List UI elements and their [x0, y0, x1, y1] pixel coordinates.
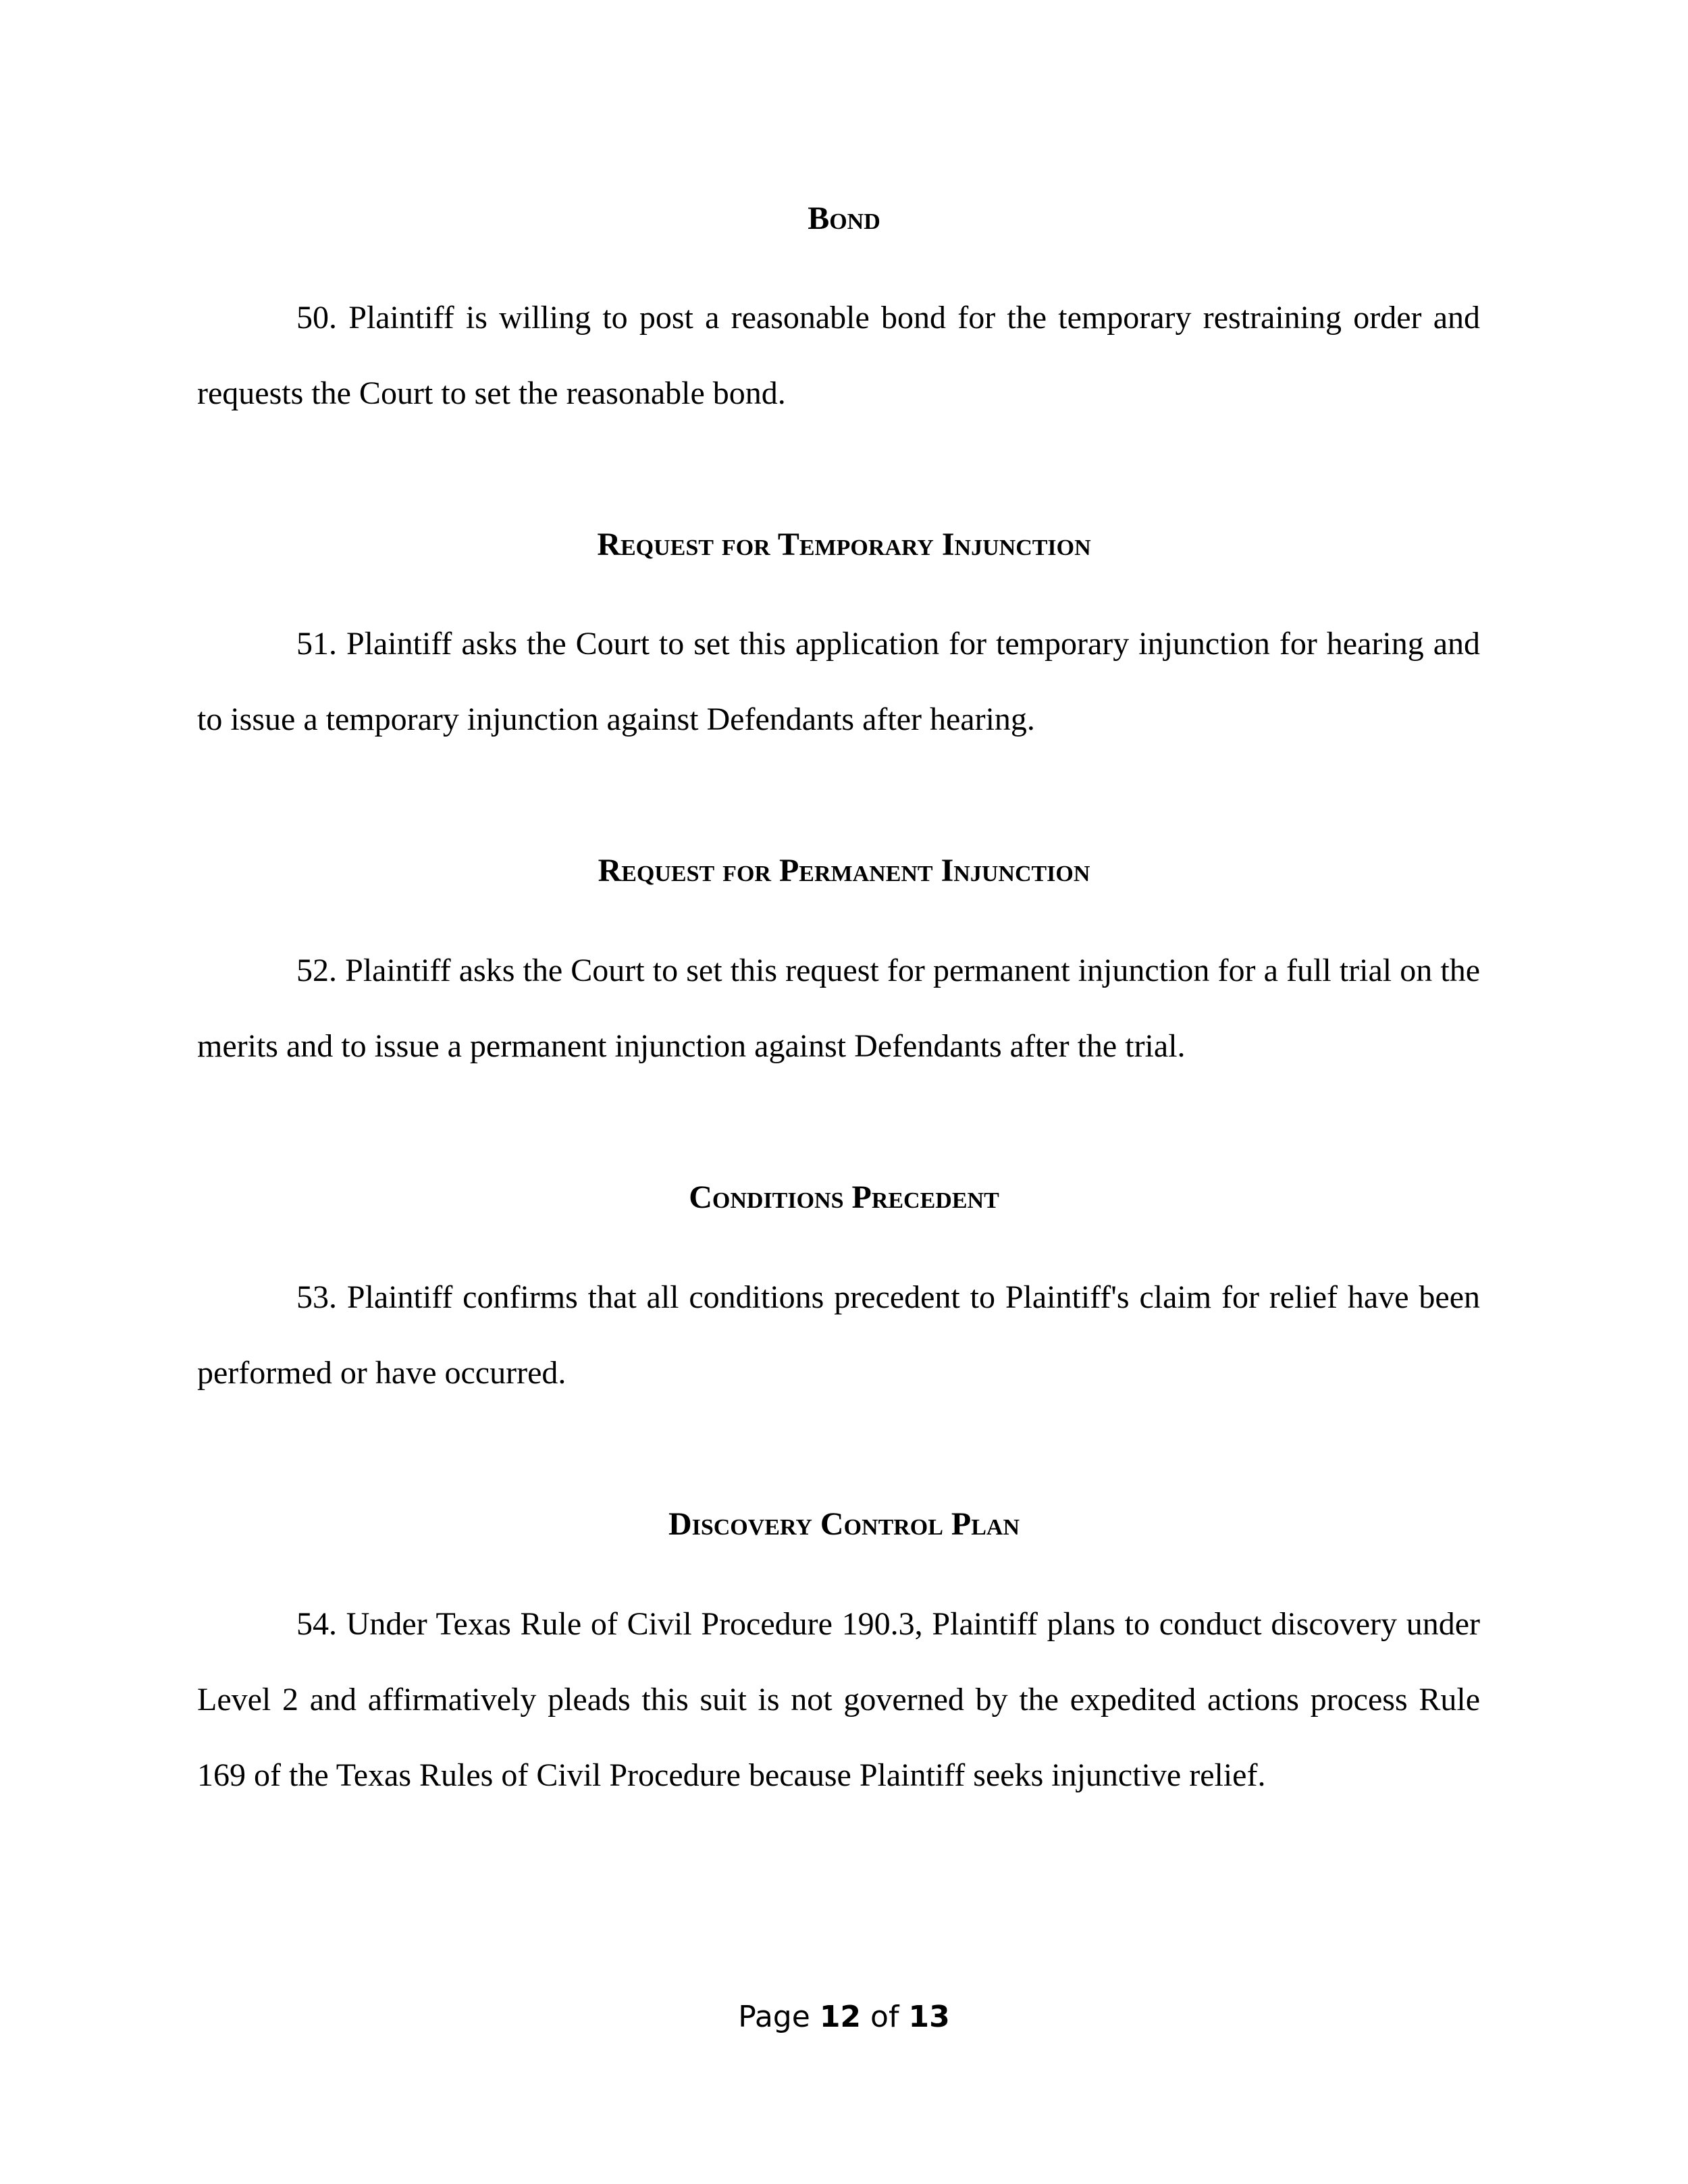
of-label: of [870, 2000, 899, 2034]
paragraph-52: 52. Plaintiff asks the Court to set this request for permanent injunction for a full trial on the merits and to issue a permanent injunction against Defendants after the trial. [197, 953, 1480, 1064]
section-heading-conditions-precedent: Conditions Precedent [689, 1179, 999, 1215]
paragraph-51: 51. Plaintiff asks the Court to set this application for temporary injunction for hearing and to issue a temporary injunction against Defendants after hearing. [197, 626, 1480, 737]
total-pages-number: 13 [908, 2000, 950, 2034]
paragraph-54: 54. Under Texas Rule of Civil Procedure 190.3, Plaintiff plans to conduct discovery under Level 2 and affirmatively pleads this suit is not governed by the expedited actions process Rule 169 of the Texas Rules of Civil Procedure because Plaintiff seeks injunctive relief. [197, 1606, 1480, 1793]
page-label: Page [738, 2000, 810, 2034]
paragraph-53: 53. Plaintiff confirms that all conditions precedent to Plaintiff's claim for relief have been performed or have occurred. [197, 1279, 1480, 1391]
section-heading-bond: Bond [808, 201, 880, 236]
section-heading-discovery-control-plan: Discovery Control Plan [668, 1506, 1020, 1542]
current-page-number: 12 [819, 2000, 862, 2034]
page-number-footer [0, 1998, 1688, 2036]
section-heading-permanent-injunction: Request for Permanent Injunction [598, 853, 1090, 888]
paragraph-50: 50. Plaintiff is willing to post a reasonable bond for the temporary restraining order and requests the Court to set the reasonable bond. [197, 300, 1480, 411]
section-heading-temporary-injunction: Request for Temporary Injunction [597, 527, 1091, 562]
